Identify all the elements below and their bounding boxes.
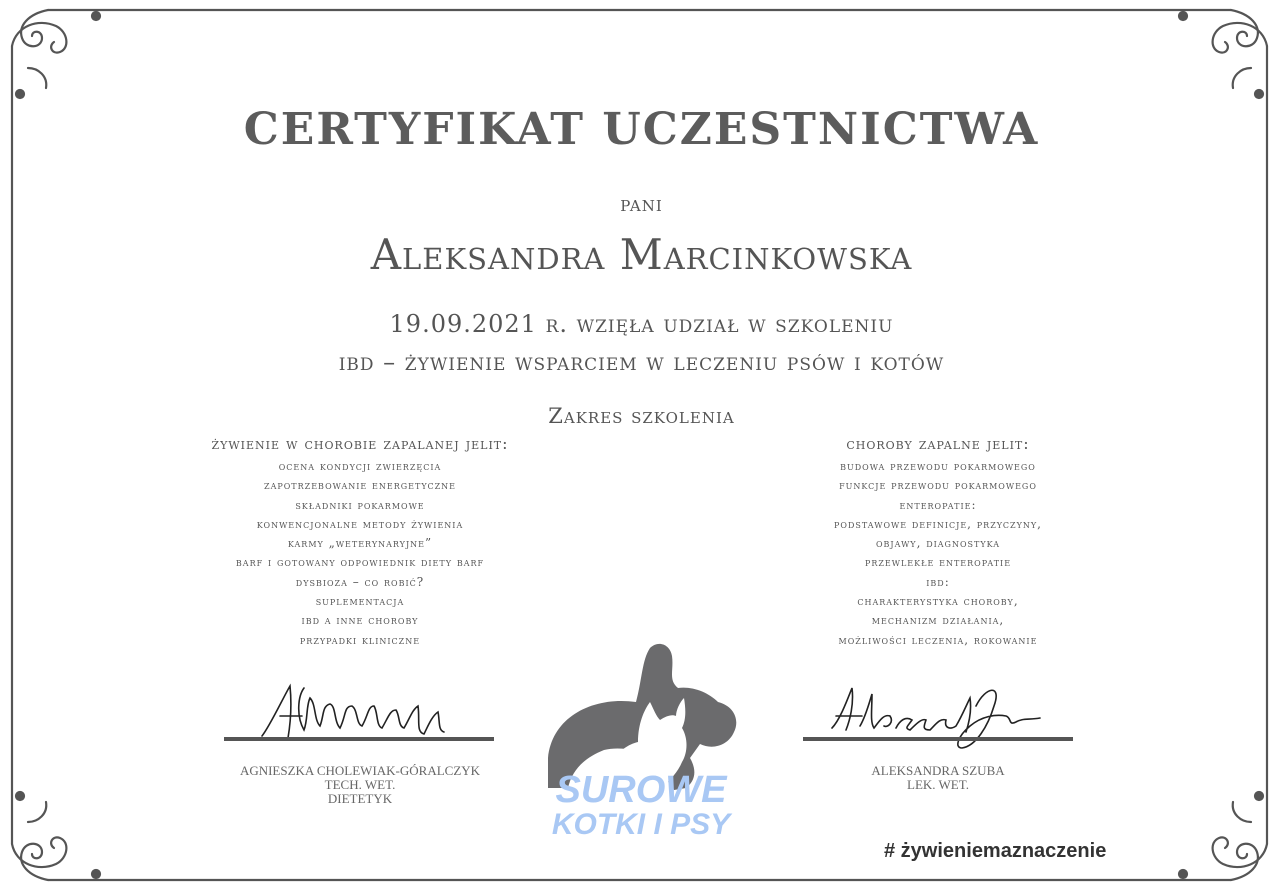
list-item: funkcje przewodu pokarmowego <box>839 478 1037 493</box>
list-item: konwencjonalne metody żywienia <box>256 516 464 531</box>
list-item: podstawowe definicje, przyczyny, <box>834 516 1042 531</box>
salutation: pani <box>620 192 663 217</box>
participation-statement: 19.09.2021 r. wzięła udział w szkoleniu <box>389 310 894 338</box>
signature-left <box>250 676 470 746</box>
signatory-left <box>210 764 510 806</box>
list-item: możliwości leczenia, rokowanie <box>838 632 1038 647</box>
right-topics-heading: choroby zapalne jelit: <box>846 434 1030 453</box>
logo-line-1: SUROWE <box>555 769 727 811</box>
list-item: ibd: <box>926 574 950 589</box>
list-item: objawy, diagnostyka <box>875 536 1001 551</box>
signatory-right-role: LEK. WET. <box>907 777 969 792</box>
right-topics-column <box>738 434 1138 650</box>
list-item: dysbioza – co robić? <box>295 574 425 589</box>
certificate-title: CERTYFIKAT UCZESTNICTWA <box>243 104 1040 155</box>
logo-line-2: KOTKI I PSY <box>551 808 731 838</box>
signatory-right-name: ALEKSANDRA SZUBA <box>871 763 1005 778</box>
participant-name: Aleksandra Marcinkowska <box>370 230 913 279</box>
list-item: ibd a inne choroby <box>301 613 419 628</box>
list-item: ocena kondycji zwierzęcia <box>278 459 442 473</box>
signatory-right <box>788 764 1088 792</box>
list-item: zapotrzebowanie energetyczne <box>264 478 456 493</box>
scope-heading: Zakres szkolenia <box>548 404 735 428</box>
surowe-kotki-i-psy-logo <box>538 640 744 838</box>
list-item: przewlekłe enteropatie <box>864 555 1012 570</box>
hashtag-text: # żywieniemaznaczenie <box>884 840 1107 862</box>
list-item: enteropatie: <box>899 497 977 512</box>
left-topics-heading: żywienie w chorobie zapalanej jelit: <box>211 434 509 453</box>
list-item: suplementacja <box>315 594 405 609</box>
left-topics-column <box>160 434 560 650</box>
signatory-left-role-2: DIETETYK <box>327 791 393 806</box>
course-title: ibd – żywienie wsparciem w leczeniu psów i kotów <box>338 348 945 376</box>
list-item: barf i gotowany odpowiednik diety barf <box>235 555 485 570</box>
list-item: składniki pokarmowe <box>295 497 425 512</box>
signature-line-right <box>803 737 1073 741</box>
list-item: karmy „weterynaryjne” <box>287 536 433 551</box>
signature-line-left <box>224 737 494 741</box>
signature-right <box>826 676 1056 756</box>
list-item: mechanizm działania, <box>871 613 1005 628</box>
list-item: budowa przewodu pokarmowego <box>840 459 1036 473</box>
list-item: charakterystyka choroby, <box>857 594 1019 609</box>
list-item: przypadki kliniczne <box>299 632 421 647</box>
signatory-left-role: TECH. WET. <box>324 777 396 792</box>
signatory-left-name: AGNIESZKA CHOLEWIAK-GÓRALCZYK <box>239 763 481 778</box>
